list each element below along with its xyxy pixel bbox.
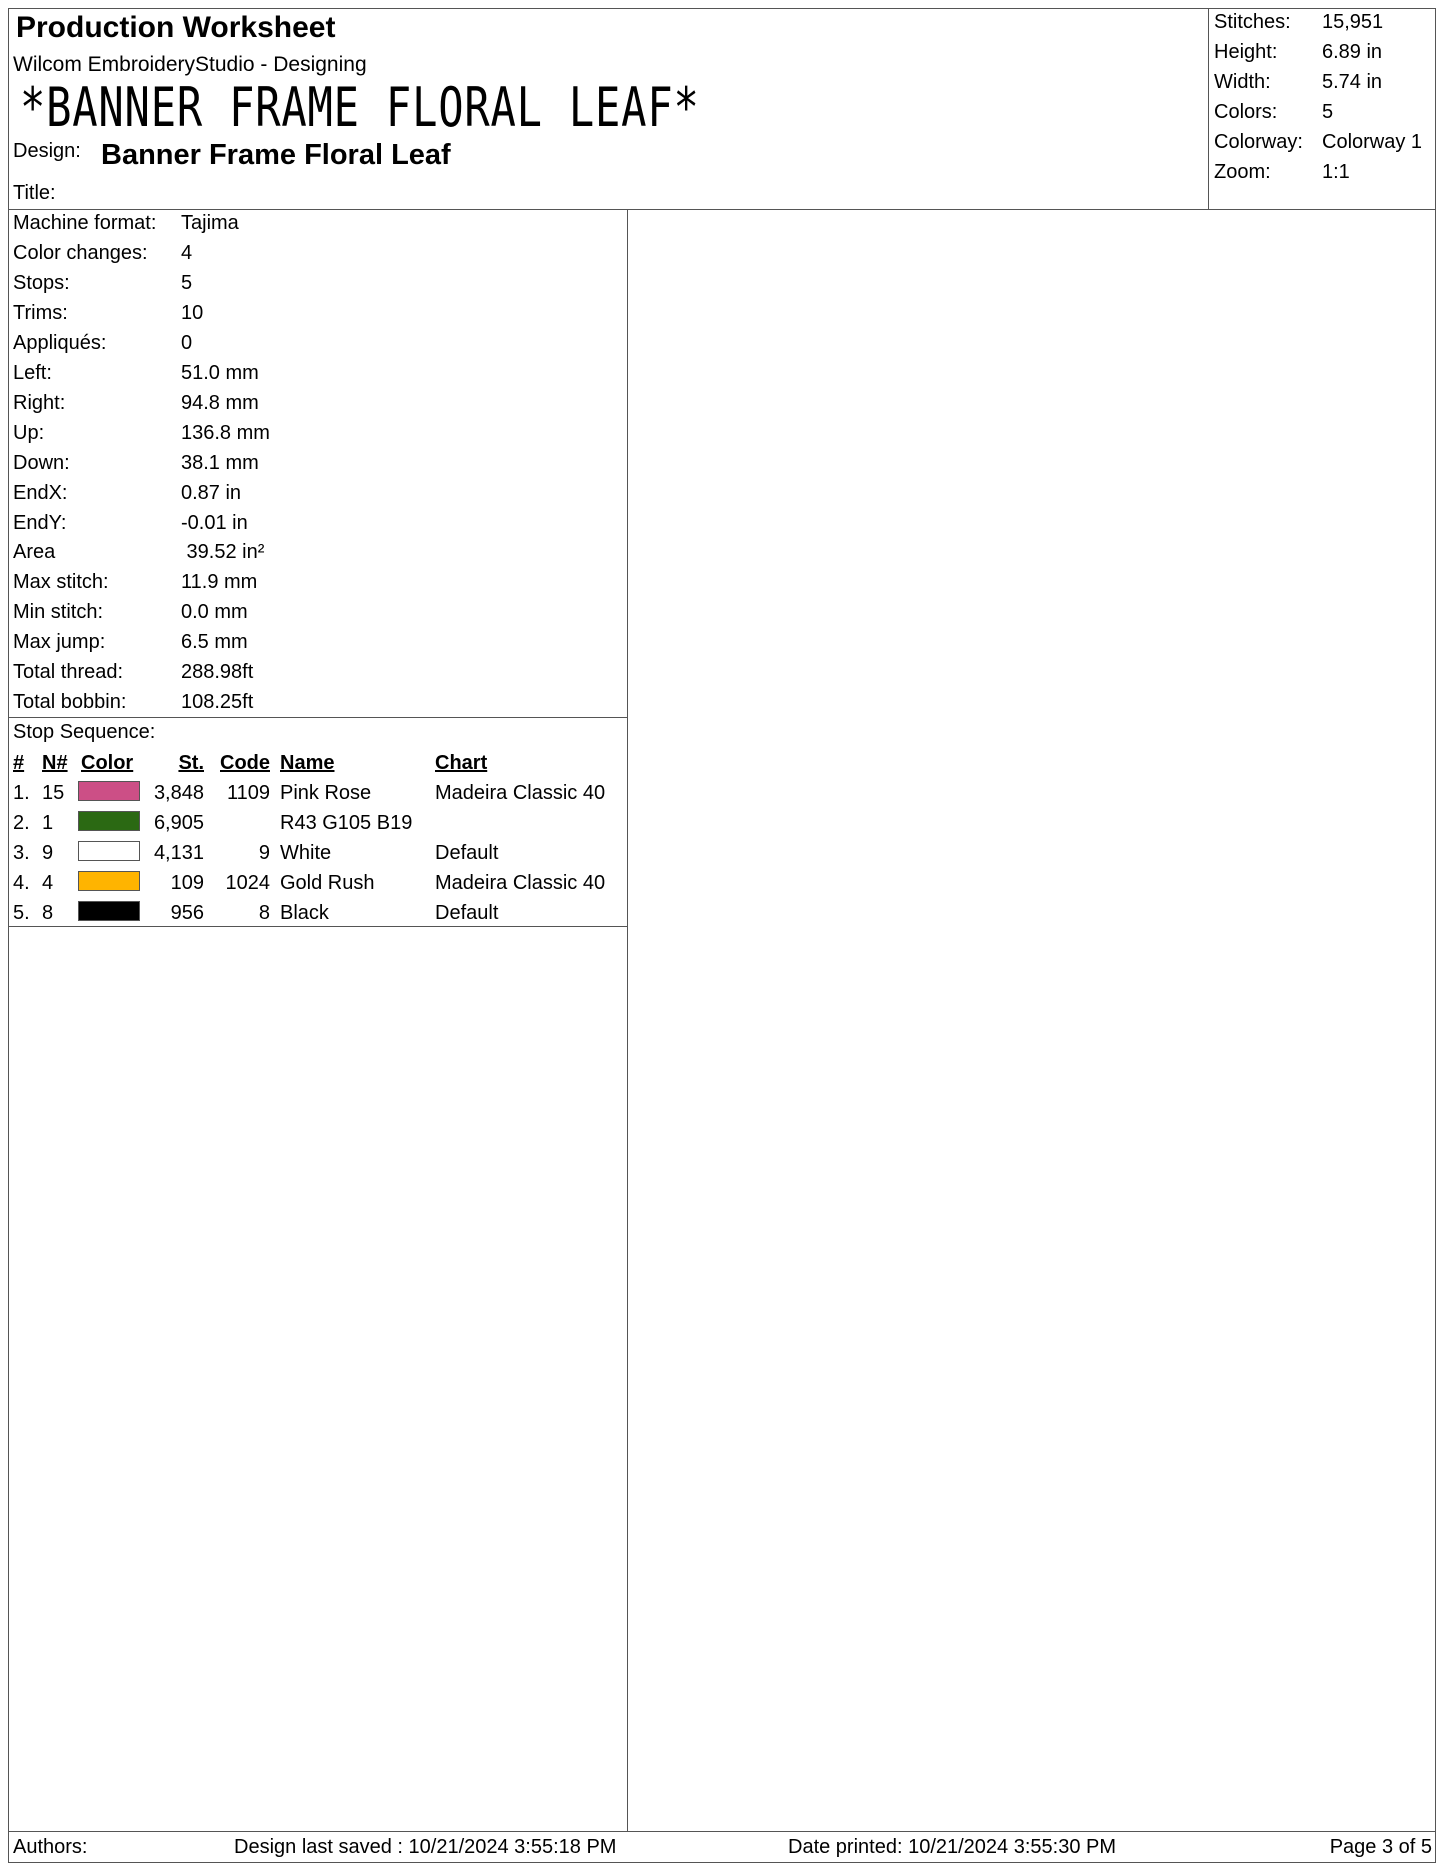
summary-value: Colorway 1 xyxy=(1322,131,1423,153)
summary-label: Height: xyxy=(1214,41,1278,63)
col-header-needle: N# xyxy=(42,752,68,774)
col-header-name: Name xyxy=(280,752,335,774)
detail-value: 0.87 in xyxy=(181,482,242,504)
row-stitches: 3,848 xyxy=(153,782,204,804)
detail-value: 38.1 mm xyxy=(181,452,259,474)
page-title: Production Worksheet xyxy=(16,11,336,44)
detail-label: Min stitch: xyxy=(13,601,104,623)
detail-value: 11.9 mm xyxy=(181,571,258,593)
color-swatch xyxy=(78,901,140,921)
summary-label: Zoom: xyxy=(1214,161,1271,183)
title-label: Title: xyxy=(13,182,56,204)
detail-value: 10 xyxy=(181,302,204,324)
detail-label: Total bobbin: xyxy=(13,691,127,713)
detail-value: 136.8 mm xyxy=(181,422,270,444)
row-number: 4. xyxy=(13,872,30,894)
row-stitches: 6,905 xyxy=(153,812,204,834)
detail-value: 288.98ft xyxy=(181,661,254,683)
detail-value: 94.8 mm xyxy=(181,392,259,414)
summary-value: 1:1 xyxy=(1322,161,1350,183)
detail-value: 6.5 mm xyxy=(181,631,248,653)
detail-label: EndY: xyxy=(13,512,67,534)
row-chart: Default xyxy=(435,902,499,924)
row-name: Pink Rose xyxy=(280,782,372,804)
row-code: 1109 xyxy=(226,782,270,804)
row-chart: Default xyxy=(435,842,499,864)
col-header-stitches: St. xyxy=(178,752,204,774)
row-needle: 15 xyxy=(42,782,65,804)
row-stitches: 4,131 xyxy=(153,842,204,864)
detail-label: Max jump: xyxy=(13,631,106,653)
detail-value: -0.01 in xyxy=(181,512,248,534)
detail-label: Stops: xyxy=(13,272,70,294)
design-big-name: *BANNER FRAME FLORAL LEAF* xyxy=(20,76,700,139)
row-stitches: 109 xyxy=(170,872,204,894)
detail-label: Down: xyxy=(13,452,70,474)
row-number: 3. xyxy=(13,842,30,864)
column-divider xyxy=(627,209,628,1831)
row-code: 9 xyxy=(258,842,270,864)
detail-value: 0.0 mm xyxy=(181,601,248,623)
color-swatch xyxy=(78,841,140,861)
detail-label: Left: xyxy=(13,362,52,384)
row-needle: 8 xyxy=(42,902,54,924)
stop-sequence-label: Stop Sequence: xyxy=(13,721,156,743)
design-name: Banner Frame Floral Leaf xyxy=(101,139,451,171)
detail-label: EndX: xyxy=(13,482,68,504)
summary-label: Colors: xyxy=(1214,101,1278,123)
row-code: 1024 xyxy=(225,872,270,894)
summary-divider xyxy=(1208,8,1209,209)
footer-page-number: Page 3 of 5 xyxy=(1329,1836,1432,1858)
detail-label: Appliqués: xyxy=(13,332,107,354)
row-chart: Madeira Classic 40 xyxy=(435,872,606,894)
row-needle: 4 xyxy=(42,872,54,894)
color-swatch xyxy=(78,781,140,801)
footer-authors: Authors: xyxy=(13,1836,88,1858)
summary-value: 5.74 in xyxy=(1322,71,1383,93)
software-name: Wilcom EmbroideryStudio - Designing xyxy=(13,53,367,76)
summary-label: Width: xyxy=(1214,71,1271,93)
detail-value: 5 xyxy=(181,272,193,294)
col-header-code: Code xyxy=(220,752,270,774)
footer-date-printed: Date printed: 10/21/2024 3:55:30 PM xyxy=(788,1836,1117,1858)
footer-last-saved: Design last saved : 10/21/2024 3:55:18 PM xyxy=(234,1836,617,1858)
row-number: 1. xyxy=(13,782,30,804)
detail-value: 4 xyxy=(181,242,193,264)
row-needle: 9 xyxy=(42,842,54,864)
detail-value: 0 xyxy=(181,332,193,354)
detail-label: Area xyxy=(13,541,56,563)
row-chart: Madeira Classic 40 xyxy=(435,782,606,804)
row-needle: 1 xyxy=(42,812,54,834)
col-header-number: # xyxy=(13,752,25,774)
detail-label: Total thread: xyxy=(13,661,124,683)
details-divider xyxy=(8,717,627,718)
row-name: R43 G105 B19 xyxy=(280,812,413,834)
col-header-chart: Chart xyxy=(435,752,488,774)
detail-value: 51.0 mm xyxy=(181,362,259,384)
detail-label: Up: xyxy=(13,422,45,444)
row-number: 5. xyxy=(13,902,30,924)
detail-value: 108.25ft xyxy=(181,691,254,713)
color-swatch xyxy=(78,871,140,891)
detail-value: 39.52 in² xyxy=(181,541,265,563)
row-stitches: 956 xyxy=(170,902,204,924)
detail-label: Right: xyxy=(13,392,66,414)
summary-value: 15,951 xyxy=(1322,11,1384,33)
row-number: 2. xyxy=(13,812,30,834)
detail-label: Trims: xyxy=(13,302,68,324)
summary-value: 6.89 in xyxy=(1322,41,1383,63)
row-name: White xyxy=(280,842,332,864)
detail-label: Color changes: xyxy=(13,242,148,264)
summary-label: Stitches: xyxy=(1214,11,1291,33)
header-divider xyxy=(8,209,1436,210)
row-name: Gold Rush xyxy=(280,872,375,894)
detail-label: Max stitch: xyxy=(13,571,109,593)
stop-sequence-divider xyxy=(8,926,627,927)
design-preview-area xyxy=(629,211,1435,1830)
footer-divider xyxy=(8,1831,1436,1832)
summary-value: 5 xyxy=(1322,101,1334,123)
summary-label: Colorway: xyxy=(1214,131,1303,153)
detail-label: Machine format: xyxy=(13,212,157,234)
row-code: 8 xyxy=(258,902,270,924)
col-header-color: Color xyxy=(81,752,134,774)
design-label: Design: xyxy=(13,140,81,162)
row-name: Black xyxy=(280,902,329,924)
detail-value: Tajima xyxy=(181,212,239,234)
color-swatch xyxy=(78,811,140,831)
